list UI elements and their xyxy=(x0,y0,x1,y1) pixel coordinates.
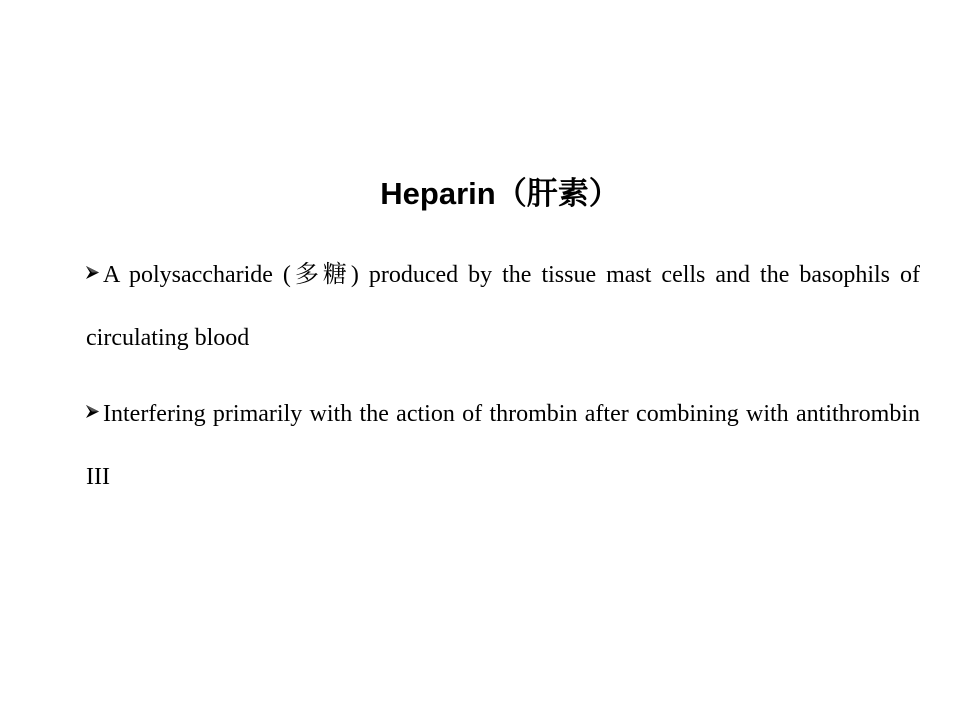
bullet-text: A polysaccharide (多糖) produced by the tissue mast cells and the basophils of circulating blood xyxy=(86,262,920,351)
bullet-item xyxy=(86,383,920,509)
bullet-list xyxy=(86,244,920,522)
arrowhead-bullet-icon xyxy=(86,266,101,279)
arrowhead-bullet-icon xyxy=(86,405,101,418)
slide-title: Heparin（肝素） xyxy=(380,176,620,211)
bullet-text: Interfering primarily with the action of thrombin after combining with antithrombin III xyxy=(86,401,920,490)
bullet-item xyxy=(86,244,920,370)
